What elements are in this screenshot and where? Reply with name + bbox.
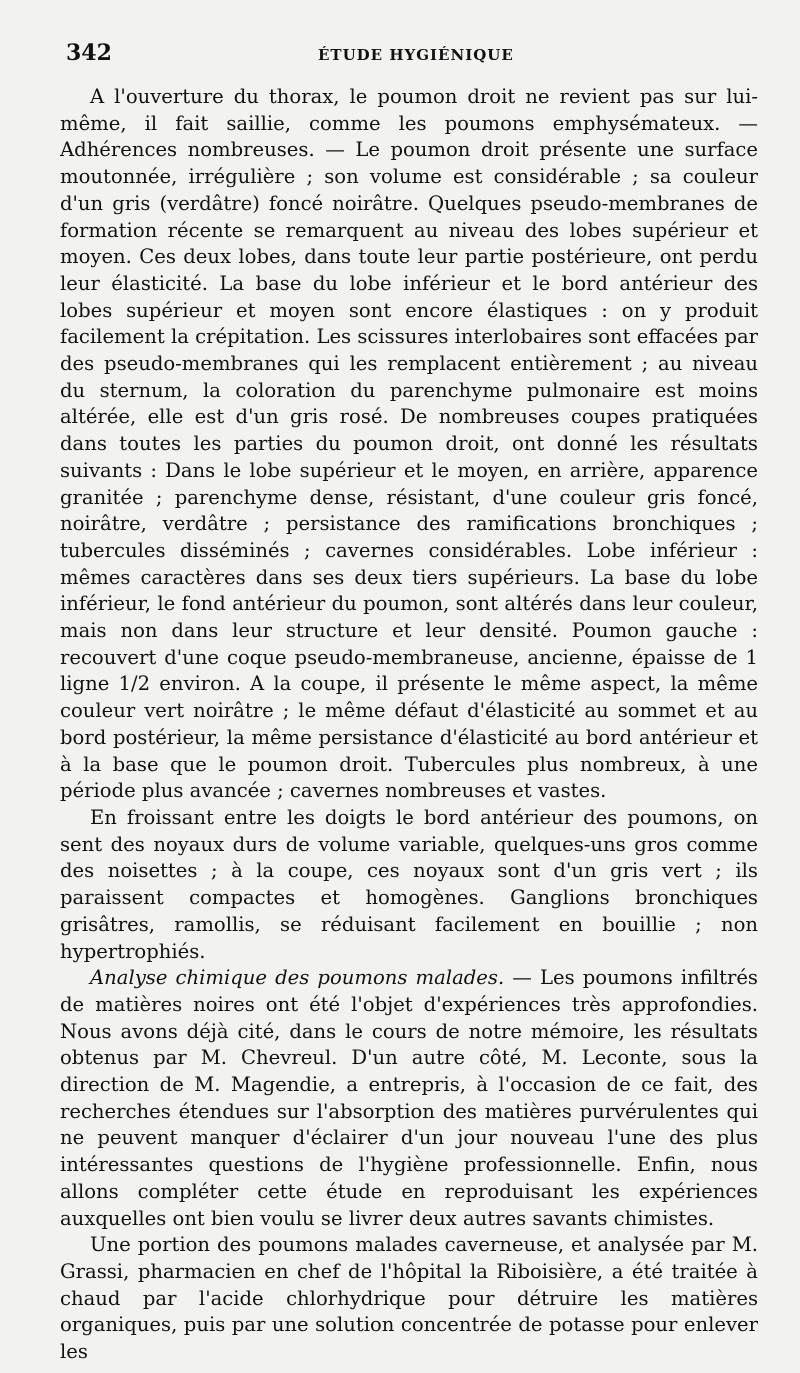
body-text [60,84,758,1366]
paragraph-4: Une portion des poumons malades caverneuse, et analysée par M. Grassi, pharmacien en chef de l'hôpital la Riboisière, a été traitée à chaud par l'acide chlorhydrique pour détruire les matières organiques, puis par une solution concentrée de potasse pour enlever les [60,1233,758,1364]
paragraph-3-text: — Les poumons infiltrés de matières noires ont été l'objet d'expériences très approfondies. Nous avons déjà cité, dans le cours de notre mémoire, les résultats obtenus par M. Chevreul. D'un autre côté, M. Leconte, sous la direction de M. Magendie, a entrepris, à l'occasion de ce fait, des recherches étendues sur l'absorption des matières purvérulentes qui ne peuvent manquer d'éclairer d'un jour nouveau l'une des plus intéressantes questions de l'hygiène professionnelle. Enfin, nous allons compléter cette étude en reproduisant les expériences auxquelles ont bien voulu se livrer deux autres savants chimistes. [60,966,758,1230]
paragraph-3 [60,965,758,1232]
paragraph-2: En froissant entre les doigts le bord antérieur des poumons, on sent des noyaux durs de volume variable, quelques-uns gros comme des noisettes ; à la coupe, ces noyaux sont d'un gris vert ; ils paraissent compactes et homogènes. Ganglions bronchiques grisâtres, ramollis, se réduisant facilement en bouillie ; non hypertrophiés. [60,805,758,963]
paragraph-1: A l'ouverture du thorax, le poumon droit ne revient pas sur lui-même, il fait saillie, comme les poumons emphysémateux. — Adhérences nombreuses. — Le poumon droit présente une surface moutonnée, irrégulière ; son volume est considérable ; sa couleur d'un gris (verdâtre) foncé noirâtre. Quelques pseudo-membranes de formation récente se remarquent au niveau des lobes supérieur et moyen. Ces deux lobes, dans toute leur partie postérieure, ont perdu leur élasticité. La base du lobe inférieur et le bord antérieur des lobes supérieur et moyen sont encore élastiques : on y produit facilement la crépitation. Les scissures interlobaires sont effacées par des pseudo-membranes qui les remplacent entièrement ; au niveau du sternum, la coloration du parenchyme pulmonaire est moins altérée, elle est d'un gris rosé. De nombreuses coupes pratiquées dans toutes les parties du poumon droit, ont donné les résultats suivants : Dans le lobe supérieur et le moyen, en arrière, apparence granitée ; parenchyme dense, résistant, d'une couleur gris foncé, noirâtre, verdâtre ; persistance des ramifications bronchiques ; tubercules disséminés ; cavernes considérables. Lobe inférieur : mêmes caractères dans ses deux tiers supérieurs. La base du lobe inférieur, le fond antérieur du poumon, sont altérés dans leur couleur, mais non dans leur structure et leur densité. Poumon gauche : recouvert d'une coque pseudo-membraneuse, ancienne, épaisse de 1 ligne 1/2 environ. A la coupe, il présente le même aspect, la même couleur vert noirâtre ; le même défaut d'élasticité au sommet et au bord postérieur, la même persistance d'élasticité au bord antérieur et à la base que le poumon droit. Tubercules plus nombreux, à une période plus avancée ; cavernes nombreuses et vastes. [60,85,758,803]
running-head: ÉTUDE HYGIÉNIQUE [318,46,514,64]
section-lead: Analyse chimique des poumons malades. [90,966,505,990]
page-header [60,38,758,84]
page-number: 342 [66,40,112,66]
